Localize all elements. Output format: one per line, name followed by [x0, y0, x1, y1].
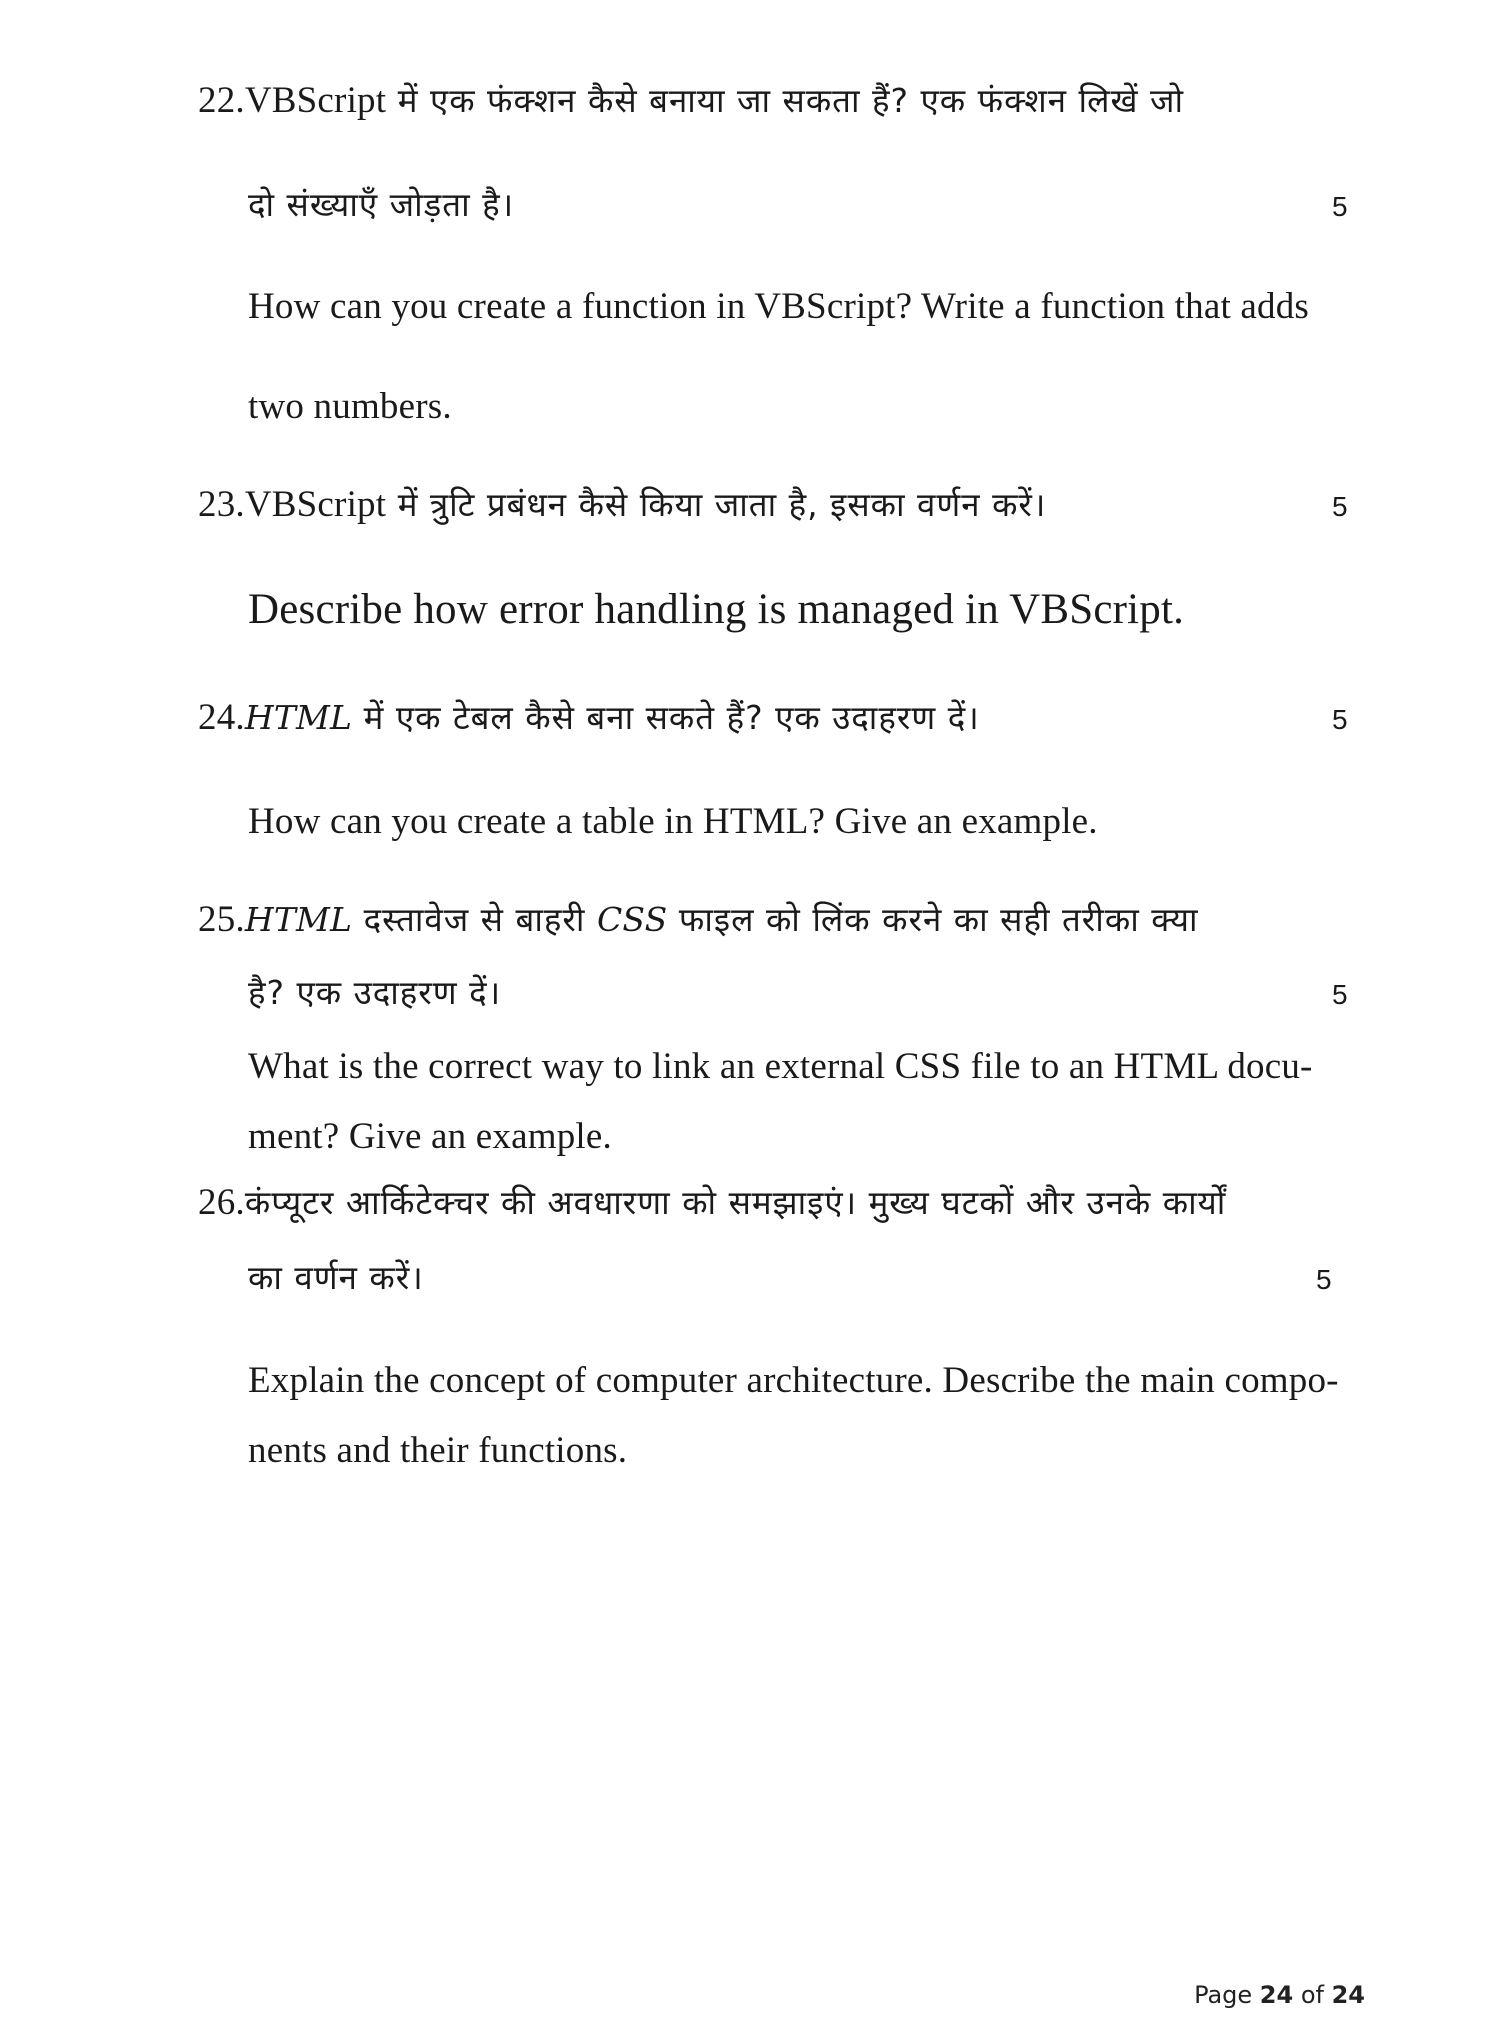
q22-term: VBScript [244, 80, 387, 121]
q22-hindi-line2: दो संख्याएँ जोड़ता है। [248, 185, 515, 224]
q23-number: 23. [198, 484, 245, 525]
footer-total-pages: 24 [1331, 1981, 1365, 2009]
q24-term: HTML [244, 698, 353, 737]
q25-marks: 5 [1332, 979, 1348, 1010]
q25-hindi-line2: है? एक उदाहरण दें। [248, 973, 502, 1012]
q26-hindi-line1 [198, 1180, 1226, 1226]
q26-marks: 5 [1316, 1264, 1332, 1295]
q25-english-line2: ment? Give an example. [248, 1116, 612, 1157]
q23-english-line1: Describe how error handling is managed in VBScript. [248, 586, 1185, 633]
q22-english-line2: two numbers. [248, 386, 452, 427]
q22-marks: 5 [1332, 191, 1348, 222]
q23-term: VBScript [244, 484, 387, 525]
q26-hindi-text: कंप्यूटर आर्किटेक्चर की अवधारणा को समझाइएं। मुख्य घटकों और उनके कार्यों [244, 1183, 1227, 1222]
q25-term-css: CSS [596, 900, 668, 939]
page-footer [1194, 1980, 1365, 2010]
q25-hindi-text-rest: फाइल को लिंक करने का सही तरीका क्या [667, 900, 1199, 939]
q25-hindi-line1 [198, 897, 1199, 943]
q25-hindi-text-mid: दस्तावेज से बाहरी [352, 900, 597, 939]
q25-english-line1: What is the correct way to link an external CSS file to an HTML docu- [248, 1046, 1313, 1087]
q22-english-line1: How can you create a function in VBScript? Write a function that adds [248, 286, 1310, 327]
q26-number: 26. [198, 1182, 245, 1223]
q24-marks: 5 [1332, 704, 1348, 735]
q23-hindi-line1 [198, 482, 1046, 528]
q26-english-line2: nents and their functions. [248, 1430, 628, 1471]
footer-prefix: Page [1194, 1981, 1260, 2009]
q25-term-html: HTML [244, 900, 353, 939]
footer-current-page: 24 [1259, 1981, 1294, 2009]
q26-english-line1: Explain the concept of computer architecture. Describe the main compo- [248, 1360, 1339, 1401]
q22-hindi-text: में एक फंक्शन कैसे बनाया जा सकता हैं? एक फंक्शन लिखें जो [386, 81, 1184, 120]
q24-number: 24. [198, 697, 245, 738]
q22-hindi-line1 [198, 78, 1184, 124]
q24-english-line1: How can you create a table in HTML? Give an example. [248, 801, 1098, 842]
q24-hindi-text: में एक टेबल कैसे बना सकते हैं? एक उदाहरण दें। [352, 698, 980, 737]
q22-number: 22. [198, 80, 245, 121]
q25-number: 25. [198, 899, 245, 940]
footer-of: of [1293, 1981, 1332, 2009]
q24-hindi-line1 [198, 695, 980, 741]
q23-hindi-text: में त्रुटि प्रबंधन कैसे किया जाता है, इसका वर्णन करें। [386, 485, 1047, 524]
q26-hindi-line2: का वर्णन करें। [248, 1258, 424, 1297]
q23-marks: 5 [1332, 491, 1348, 522]
